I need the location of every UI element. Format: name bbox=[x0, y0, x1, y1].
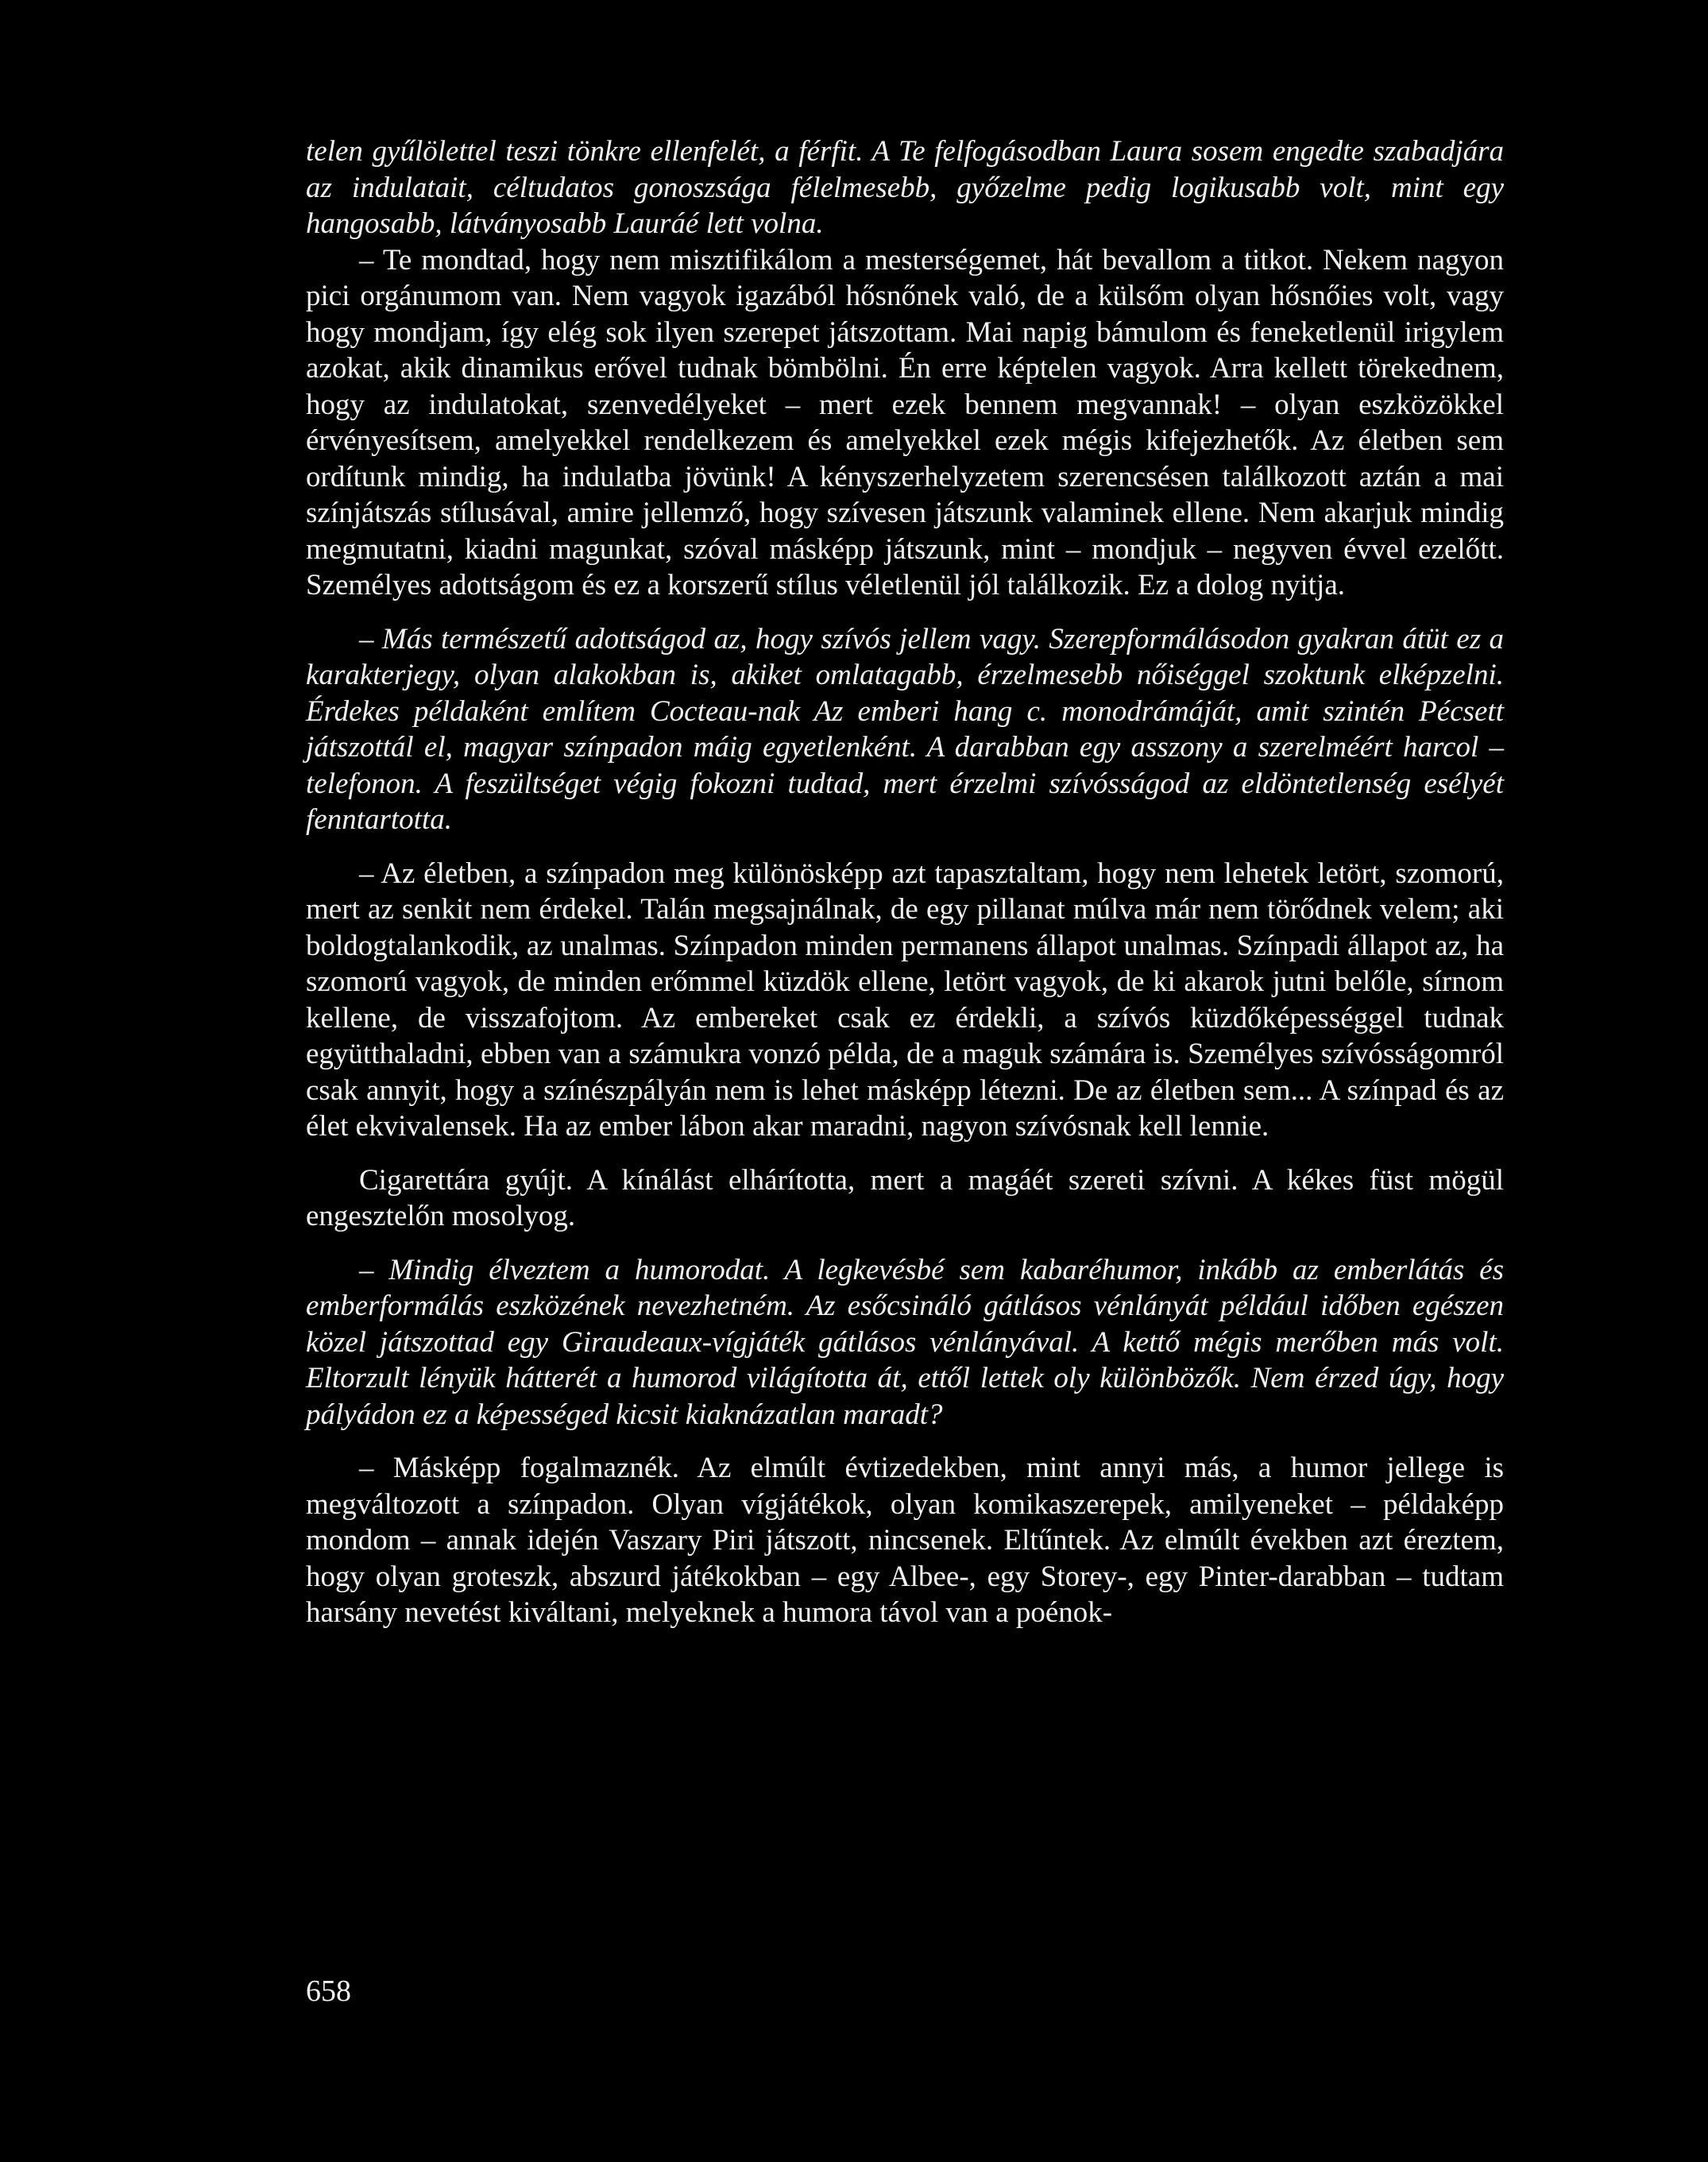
paragraph-answer-humor: – Másképp fogalmaznék. Az elmúlt évtizedekben, mint annyi más, a humor jellege is megváltozott a színpadon. Olyan vígjátékok, olyan komikaszerepek, amilyeneket – példaképp mondom – annak idején Vaszary Piri játszott, nincsenek. Eltűntek. Az elmúlt években azt éreztem, hogy olyan groteszk, abszurd játékokban – egy Albee-, egy Storey-, egy Pinter-darabban – tudtam harsány nevetést kiváltani, melyeknek a humora távol van a poénok- bbox=[306, 1452, 1504, 1629]
page-number: 658 bbox=[306, 1974, 351, 2008]
paragraph-question-tenacity: – Más természetű adottságod az, hogy szívós jellem vagy. Szerepformálásodon gyakran átüt ez a karakterjegy, olyan alakokban is, akiket omlatagabb, érzelmesebb nőiséggel szoktunk elképzelni. Érdekes példaként említem Cocteau-nak Az emberi hang c. monodrámáját, amit szintén Pécsett játszottál el, magyar színpadon máig egyetlenként. A darabban egy asszony a szerelméért harcol – telefonon. A feszültséget végig fokozni tudtad, mert érzelmi szívósságod az eldöntetlenség esélyét fenntartotta. bbox=[306, 622, 1504, 836]
paragraph-question-continuation: telen gyűlölettel teszi tönkre ellenfelét, a férfit. A Te felfogásodban Laura sosem engedte szabadjára az indulatait, céltudatos gonoszsága félelmesebb, győzelme pedig logikusabb volt, mint egy hangosabb, látványosabb Lauráé lett volna. bbox=[306, 135, 1504, 240]
paragraph-answer-voice: – Te mondtad, hogy nem misztifikálom a mesterségemet, hát bevallom a titkot. Nekem nagyon pici orgánumom van. Nem vagyok igazából hősnőnek való, de a külsőm olyan hősnőies volt, vagy hogy mondjam, így elég sok ilyen szerepet játszottam. Mai napig bámulom és feneketlenül irigylem azokat, akik dinamikus erővel tudnak bömbölni. Én erre képtelen vagyok. Arra kellett törekednem, hogy az indulatokat, szenvedélyeket – mert ezek bennem megvannak! – olyan eszközökkel érvényesítsem, amelyekkel rendelkezem és amelyekkel ezek mégis kifejezhetők. Az életben sem ordítunk mindig, ha indulatba jövünk! A kényszerhelyzetem szerencsésen találkozott aztán a mai színjátszás stílusával, amire jellemző, hogy szívesen játszunk valaminek ellene. Nem akarjuk mindig megmutatni, kiadni magunkat, szóval másképp játszunk, mint – mondjuk – negyven évvel ezelőtt. Személyes adottságom és ez a korszerű stílus véletlenül jól találkozik. Ez a dolog nyitja. bbox=[306, 243, 1504, 601]
paragraph-answer-tenacity: – Az életben, a színpadon meg különösképp azt tapasztaltam, hogy nem lehetek letört, szomorú, mert az senkit nem érdekel. Talán megsajnálnak, de egy pillanat múlva már nem törődnek velem; aki boldogtalankodik, az unalmas. Színpadon minden permanens állapot unalmas. Színpadi állapot az, ha szomorú vagyok, de minden erőmmel küzdök ellene, letört vagyok, de ki akarok jutni belőle, sírnom kellene, de visszafojtom. Az embereket csak ez érdekli, a szívós küzdőképességgel tudnak együtthaladni, ebben van a számukra vonzó példa, de a maguk számára is. Személyes szívósságomról csak annyit, hogy a színészpályán nem is lehet másképp létezni. De az életben sem... A színpad és az élet ekvivalensek. Ha az ember lábon akar maradni, nagyon szívósnak kell lennie. bbox=[306, 857, 1504, 1143]
paragraph-narration-cigarette: Cigarettára gyújt. A kínálást elhárította, mert a magáét szereti szívni. A kékes füst mögül engesztelőn mosolyog. bbox=[306, 1163, 1504, 1232]
page-text-block bbox=[306, 133, 1504, 1631]
paragraph-question-humor: – Mindig élveztem a humorodat. A legkevésbé sem kabaréhumor, inkább az emberlátás és emberformálás eszközének nevezhetném. Az esőcsináló gátlásos vénlányát például időben egészen közel játszottad egy Giraudeaux-vígjáték gátlásos vénlányával. A kettő mégis merőben más volt. Eltorzult lényük hátterét a humorod világította át, ettől lettek oly különbözők. Nem érzed úgy, hogy pályádon ez a képességed kicsit kiaknázatlan maradt? bbox=[306, 1253, 1504, 1431]
